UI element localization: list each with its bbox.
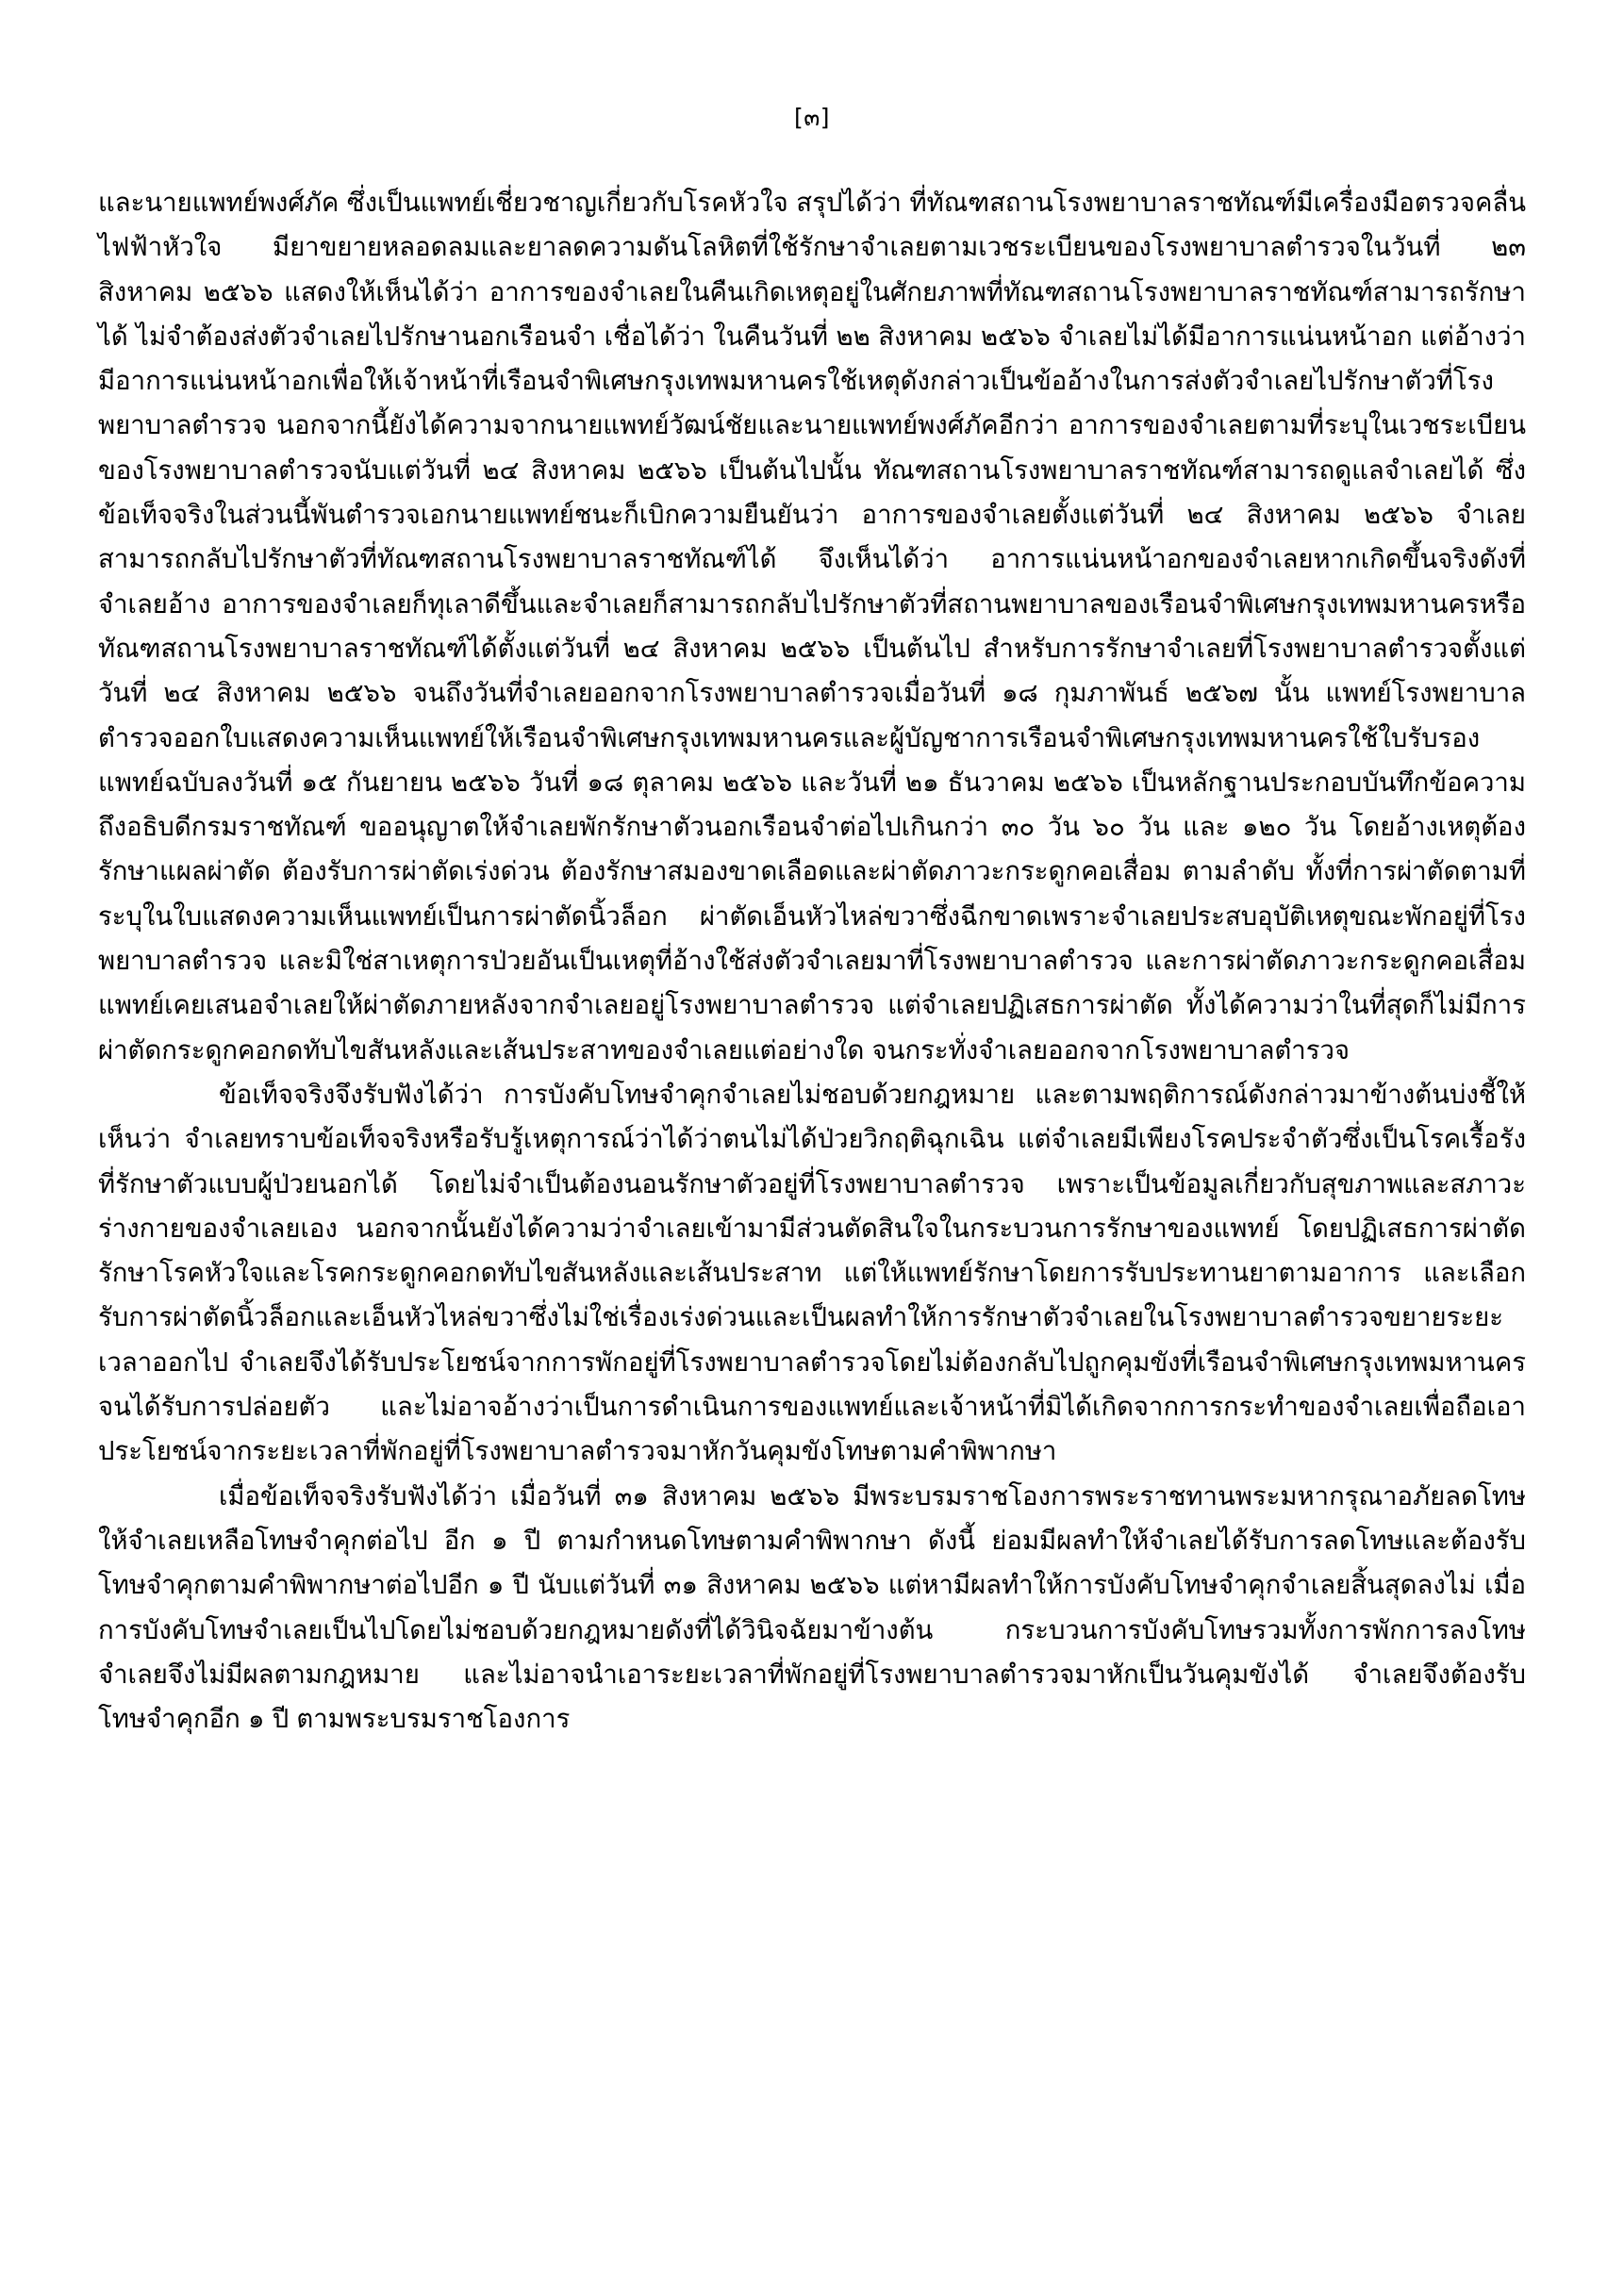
paragraph-1: และนายแพทย์พงศ์ภัค ซึ่งเป็นแพทย์เชี่ยวชาญเกี่ยวกับโรคหัวใจ สรุปได้ว่า ที่ทัณฑสถานโรงพยาบาลราชทัณฑ์มีเครื่องมือตรวจคลื่นไฟฟ้าหัวใจ มียาขยายหลอดลมและยาลดความดันโลหิตที่ใช้รักษาจำเลยตามเวชระเบียนของโรงพยาบาลตำรวจในวันที่ ๒๓ สิงหาคม ๒๕๖๖ แสดงให้เห็นได้ว่า อาการของจำเลยในคืนเกิดเหตุอยู่ในศักยภาพที่ทัณฑสถานโรงพยาบาลราชทัณฑ์สามารถรักษาได้ ไม่จำต้องส่งตัวจำเลยไปรักษานอกเรือนจำ เชื่อได้ว่า ในคืนวันที่ ๒๒ สิงหาคม ๒๕๖๖ จำเลยไม่ได้มีอาการแน่นหน้าอก แต่อ้างว่ามีอาการแน่นหน้าอกเพื่อให้เจ้าหน้าที่เรือนจำพิเศษกรุงเทพมหานครใช้เหตุดังกล่าวเป็นข้ออ้างในการส่งตัวจำเลยไปรักษาตัวที่โรงพยาบาลตำรวจ นอกจากนี้ยังได้ความจากนายแพทย์วัฒน์ชัยและนายแพทย์พงศ์ภัคอีกว่า อาการของจำเลยตามที่ระบุในเวชระเบียนของโรงพยาบาลตำรวจนับแต่วันที่ ๒๔ สิงหาคม ๒๕๖๖ เป็นต้นไปนั้น ทัณฑสถานโรงพยาบาลราชทัณฑ์สามารถดูแลจำเลยได้ ซึ่งข้อเท็จจริงในส่วนนี้พันตำรวจเอกนายแพทย์ชนะก็เบิกความยืนยันว่า อาการของจำเลยตั้งแต่วันที่ ๒๔ สิงหาคม ๒๕๖๖ จำเลยสามารถกลับไปรักษาตัวที่ทัณฑสถานโรงพยาบาลราชทัณฑ์ได้ จึงเห็นได้ว่า อาการแน่นหน้าอกของจำเลยหากเกิดขึ้นจริงดังที่จำเลยอ้าง อาการของจำเลยก็ทุเลาดีขึ้นและจำเลยก็สามารถกลับไปรักษาตัวที่สถานพยาบาลของเรือนจำพิเศษกรุงเทพมหานครหรือทัณฑสถานโรงพยาบาลราชทัณฑ์ได้ตั้งแต่วันที่ ๒๔ สิงหาคม ๒๕๖๖ เป็นต้นไป สำหรับการรักษาจำเลยที่โรงพยาบาลตำรวจตั้งแต่วันที่ ๒๔ สิงหาคม ๒๕๖๖ จนถึงวันที่จำเลยออกจากโรงพยาบาลตำรวจเมื่อวันที่ ๑๘ กุมภาพันธ์ ๒๕๖๗ นั้น แพทย์โรงพยาบาลตำรวจออกใบแสดงความเห็นแพทย์ให้เรือนจำพิเศษกรุงเทพมหานครและผู้บัญชาการเรือนจำพิเศษกรุงเทพมหานครใช้ใบรับรองแพทย์ฉบับลงวันที่ ๑๕ กันยายน ๒๕๖๖ วันที่ ๑๘ ตุลาคม ๒๕๖๖ และวันที่ ๒๑ ธันวาคม ๒๕๖๖ เป็นหลักฐานประกอบบันทึกข้อความถึงอธิบดีกรมราชทัณฑ์ ขออนุญาตให้จำเลยพักรักษาตัวนอกเรือนจำต่อไปเกินกว่า ๓๐ วัน ๖๐ วัน และ ๑๒๐ วัน โดยอ้างเหตุต้องรักษาแผลผ่าตัด ต้องรับการผ่าตัดเร่งด่วน ต้องรักษาสมองขาดเลือดและผ่าตัดภาวะกระดูกคอเสื่อม ตามลำดับ ทั้งที่การผ่าตัดตามที่ระบุในใบแสดงความเห็นแพทย์เป็นการผ่าตัดนิ้วล็อก ผ่าตัดเอ็นหัวไหล่ขวาซึ่งฉีกขาดเพราะจำเลยประสบอุบัติเหตุขณะพักอยู่ที่โรงพยาบาลตำรวจ และมิใช่สาเหตุการป่วยอันเป็นเหตุที่อ้างใช้ส่งตัวจำเลยมาที่โรงพยาบาลตำรวจ และการผ่าตัดภาวะกระดูกคอเสื่อมแพทย์เคยเสนอจำเลยให้ผ่าตัดภายหลังจากจำเลยอยู่โรงพยาบาลตำรวจ แต่จำเลยปฏิเสธการผ่าตัด ทั้งได้ความว่าในที่สุดก็ไม่มีการผ่าตัดกระดูกคอกดทับไขสันหลังและเส้นประสาทของจำเลยแต่อย่างใด จนกระทั่งจำเลยออกจากโรงพยาบาลตำรวจ bbox=[98, 188, 1526, 1065]
document-body bbox=[98, 181, 1526, 1742]
paragraph-2: ข้อเท็จจริงจึงรับฟังได้ว่า การบังคับโทษจำคุกจำเลยไม่ชอบด้วยกฎหมาย และตามพฤติการณ์ดังกล่าวมาข้างต้นบ่งชี้ให้เห็นว่า จำเลยทราบข้อเท็จจริงหรือรับรู้เหตุการณ์ว่าได้ว่าตนไม่ได้ป่วยวิกฤติฉุกเฉิน แต่จำเลยมีเพียงโรคประจำตัวซึ่งเป็นโรคเรื้อรังที่รักษาตัวแบบผู้ป่วยนอกได้ โดยไม่จำเป็นต้องนอนรักษาตัวอยู่ที่โรงพยาบาลตำรวจ เพราะเป็นข้อมูลเกี่ยวกับสุขภาพและสภาวะร่างกายของจำเลยเอง นอกจากนั้นยังได้ความว่าจำเลยเข้ามามีส่วนตัดสินใจในกระบวนการรักษาของแพทย์ โดยปฏิเสธการผ่าตัดรักษาโรคหัวใจและโรคกระดูกคอกดทับไขสันหลังและเส้นประสาท แต่ให้แพทย์รักษาโดยการรับประทานยาตามอาการ และเลือกรับการผ่าตัดนิ้วล็อกและเอ็นหัวไหล่ขวาซึ่งไม่ใช่เรื่องเร่งด่วนและเป็นผลทำให้การรักษาตัวจำเลยในโรงพยาบาลตำรวจขยายระยะเวลาออกไป จำเลยจึงได้รับประโยชน์จากการพักอยู่ที่โรงพยาบาลตำรวจโดยไม่ต้องกลับไปถูกคุมขังที่เรือนจำพิเศษกรุงเทพมหานครจนได้รับการปล่อยตัว และไม่อาจอ้างว่าเป็นการดำเนินการของแพทย์และเจ้าหน้าที่มิได้เกิดจากการกระทำของจำเลยเพื่อถือเอาประโยชน์จากระยะเวลาที่พักอยู่ที่โรงพยาบาลตำรวจมาหักวันคุมขังโทษตามคำพิพากษา bbox=[98, 1079, 1526, 1467]
paragraph-3: เมื่อข้อเท็จจริงรับฟังได้ว่า เมื่อวันที่ ๓๑ สิงหาคม ๒๕๖๖ มีพระบรมราชโองการพระราชทานพระมหากรุณาอภัยลดโทษให้จำเลยเหลือโทษจำคุกต่อไป อีก ๑ ปี ตามกำหนดโทษตามคำพิพากษา ดังนี้ ย่อมมีผลทำให้จำเลยได้รับการลดโทษและต้องรับโทษจำคุกตามคำพิพากษาต่อไปอีก ๑ ปี นับแต่วันที่ ๓๑ สิงหาคม ๒๕๖๖ แต่หามีผลทำให้การบังคับโทษจำคุกจำเลยสิ้นสุดลงไม่ เมื่อการบังคับโทษจำเลยเป็นไปโดยไม่ชอบด้วยกฎหมายดังที่ได้วินิจฉัยมาข้างต้น กระบวนการบังคับโทษรวมทั้งการพักการลงโทษจำเลยจึงไม่มีผลตามกฎหมาย และไม่อาจนำเอาระยะเวลาที่พักอยู่ที่โรงพยาบาลตำรวจมาหักเป็นวันคุมขังได้ จำเลยจึงต้องรับโทษจำคุกอีก ๑ ปี ตามพระบรมราชโองการ bbox=[98, 1480, 1526, 1735]
page-number: [๓] bbox=[793, 104, 831, 131]
